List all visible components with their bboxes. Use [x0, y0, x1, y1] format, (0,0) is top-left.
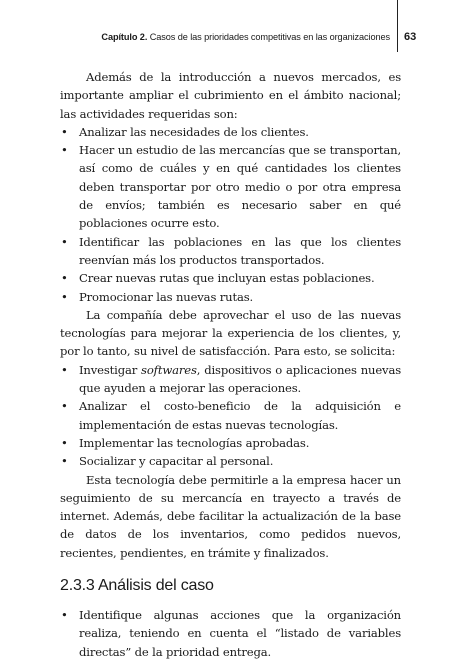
list-item: [60, 233, 401, 270]
list-item-text: Identificar las poblaciones en las que los clientes reenvían más los productos transportados.: [79, 234, 401, 267]
list-item: [60, 606, 401, 661]
bullet: •: [61, 362, 68, 377]
running-header: [0, 32, 390, 42]
list-item-text: Promocionar las nuevas rutas.: [79, 289, 254, 304]
header-divider: [397, 0, 398, 52]
list-item-text: Crear nuevas rutas que incluyan estas poblaciones.: [79, 271, 375, 286]
list-item-text: Analizar el costo-beneficio de la adquisición e implementación de estas nuevas tecnologías.: [79, 399, 401, 432]
chapter-title: Casos de las prioridades competitivas en las organizaciones: [149, 32, 390, 42]
list-item-text-emphasis: softwares: [141, 362, 197, 377]
bullet: •: [61, 234, 68, 249]
list-item-text: Analizar las necesidades de los clientes.: [79, 124, 309, 139]
bullet: •: [61, 271, 68, 286]
activities-list: [60, 123, 401, 306]
page-number: 63: [404, 31, 417, 43]
list-item: [60, 141, 401, 232]
bullet: •: [61, 608, 68, 623]
list-item-text: Hacer un estudio de las mercancías que se transportan, así como de cuáles y en qué cantidades los clientes deben transportar por otro medio o por otra empresa de envíos; también es necesario saber en qué poblaciones ocurre esto.: [79, 143, 401, 231]
paragraph-intro: Además de la introducción a nuevos mercados, es importante ampliar el cubrimiento en el ámbito nacional; las actividades requeridas son:: [60, 70, 401, 121]
page-body: [60, 68, 401, 661]
list-item: [60, 269, 401, 287]
paragraph-tracking: Esta tecnología debe permitirle a la empresa hacer un seguimiento de su mercancía en trayecto a través de internet. Además, debe facilitar la actualización de la base de datos de los inventarios, como pedidos nuevos, recientes, pendientes, en trámite y finalizados.: [60, 472, 401, 560]
chapter-label: Capítulo 2.: [101, 32, 148, 42]
bullet: •: [61, 289, 68, 304]
section-heading: 2.3.3 Análisis del caso: [60, 577, 214, 595]
list-item: [60, 452, 401, 470]
list-item: [60, 288, 401, 306]
paragraph-technology: La compañía debe aprovechar el uso de las nuevas tecnologías para mejorar la experiencia de los clientes, y, por lo tanto, su nivel de satisfacción. Para esto, se solicita:: [60, 307, 401, 359]
technology-list: [60, 361, 401, 471]
list-item-text-post: , dispositivos o aplicaciones nuevas que ayuden a mejorar las operaciones.: [79, 362, 402, 396]
list-item: [60, 434, 401, 452]
bullet: •: [61, 454, 68, 469]
list-item: [60, 123, 401, 141]
bullet: •: [61, 124, 68, 139]
list-item: [60, 397, 401, 434]
list-item: [60, 361, 401, 398]
bullet: •: [61, 399, 68, 414]
list-item-text: Identifique algunas acciones que la organización realiza, teniendo en cuenta el “listado de variables directas” de la prioridad entrega.: [79, 608, 401, 659]
bullet: •: [61, 435, 68, 450]
bullet: •: [61, 143, 68, 158]
list-item-text: Socializar y capacitar al personal.: [79, 454, 274, 469]
case-analysis-list: [60, 606, 401, 661]
list-item-text-pre: Investigar: [79, 362, 142, 377]
list-item-text: Implementar las tecnologías aprobadas.: [79, 435, 310, 450]
